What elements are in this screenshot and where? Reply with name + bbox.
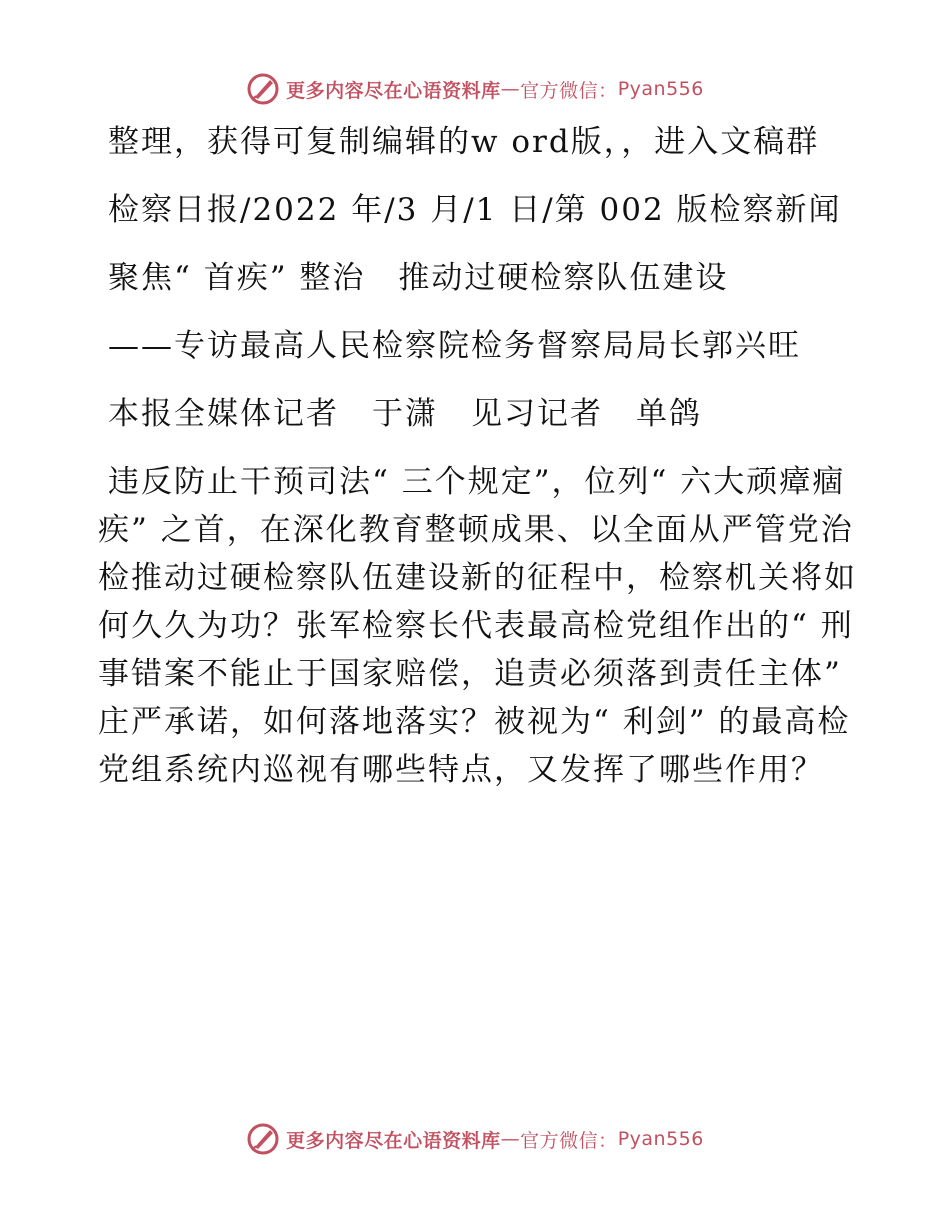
watermark-wechat-id: Pyan556: [617, 1128, 704, 1150]
watermark-text: 更多内容尽在心语资料库: [286, 1129, 501, 1152]
quill-logo-icon: [246, 1122, 280, 1156]
quill-logo-icon: [246, 72, 280, 106]
lead-paragraph: 违反防止干预司法“ 三个规定”，位列“ 六大顽瘴痼疾” 之首，在深化教育整顿成果、以全面从严管党治检推动过硬检察队伍建设新的征程中，检察机关将如何久久为功？张军检察长代表最高检党组作出的“ 刑事错案不能止于国家赔偿，追责必须落到责任主体” 庄严承诺，如何落地落实？被视为“ 利剑” 的最高检党组系统内巡视有哪些特点，又发挥了哪些作用？: [98, 464, 857, 788]
watermark-separator: —: [500, 1128, 521, 1150]
watermark-separator: —: [500, 78, 521, 100]
document-body: [98, 118, 858, 814]
source-line: 检察日报/2022 年/3 月/1 日/第 002 版检察新闻: [108, 192, 842, 228]
watermark-footer: [0, 1122, 950, 1156]
byline: 本报全媒体记者 于潇 见习记者 单鸽: [108, 396, 702, 432]
watermark-header: [0, 72, 950, 106]
watermark-wechat-id: Pyan556: [617, 78, 704, 100]
article-title: 聚焦“ 首疾” 整治 推动过硬检察队伍建设: [108, 260, 729, 296]
article-subtitle: ——专访最高人民检察院检务督察局局长郭兴旺: [108, 328, 801, 364]
watermark-wechat-label: 官方微信：: [520, 1129, 618, 1152]
watermark-text: 更多内容尽在心语资料库: [286, 79, 501, 102]
watermark-wechat-label: 官方微信：: [520, 79, 618, 102]
intro-line: 整理，获得可复制编辑的w ord版，，进入文稿群: [108, 124, 820, 160]
